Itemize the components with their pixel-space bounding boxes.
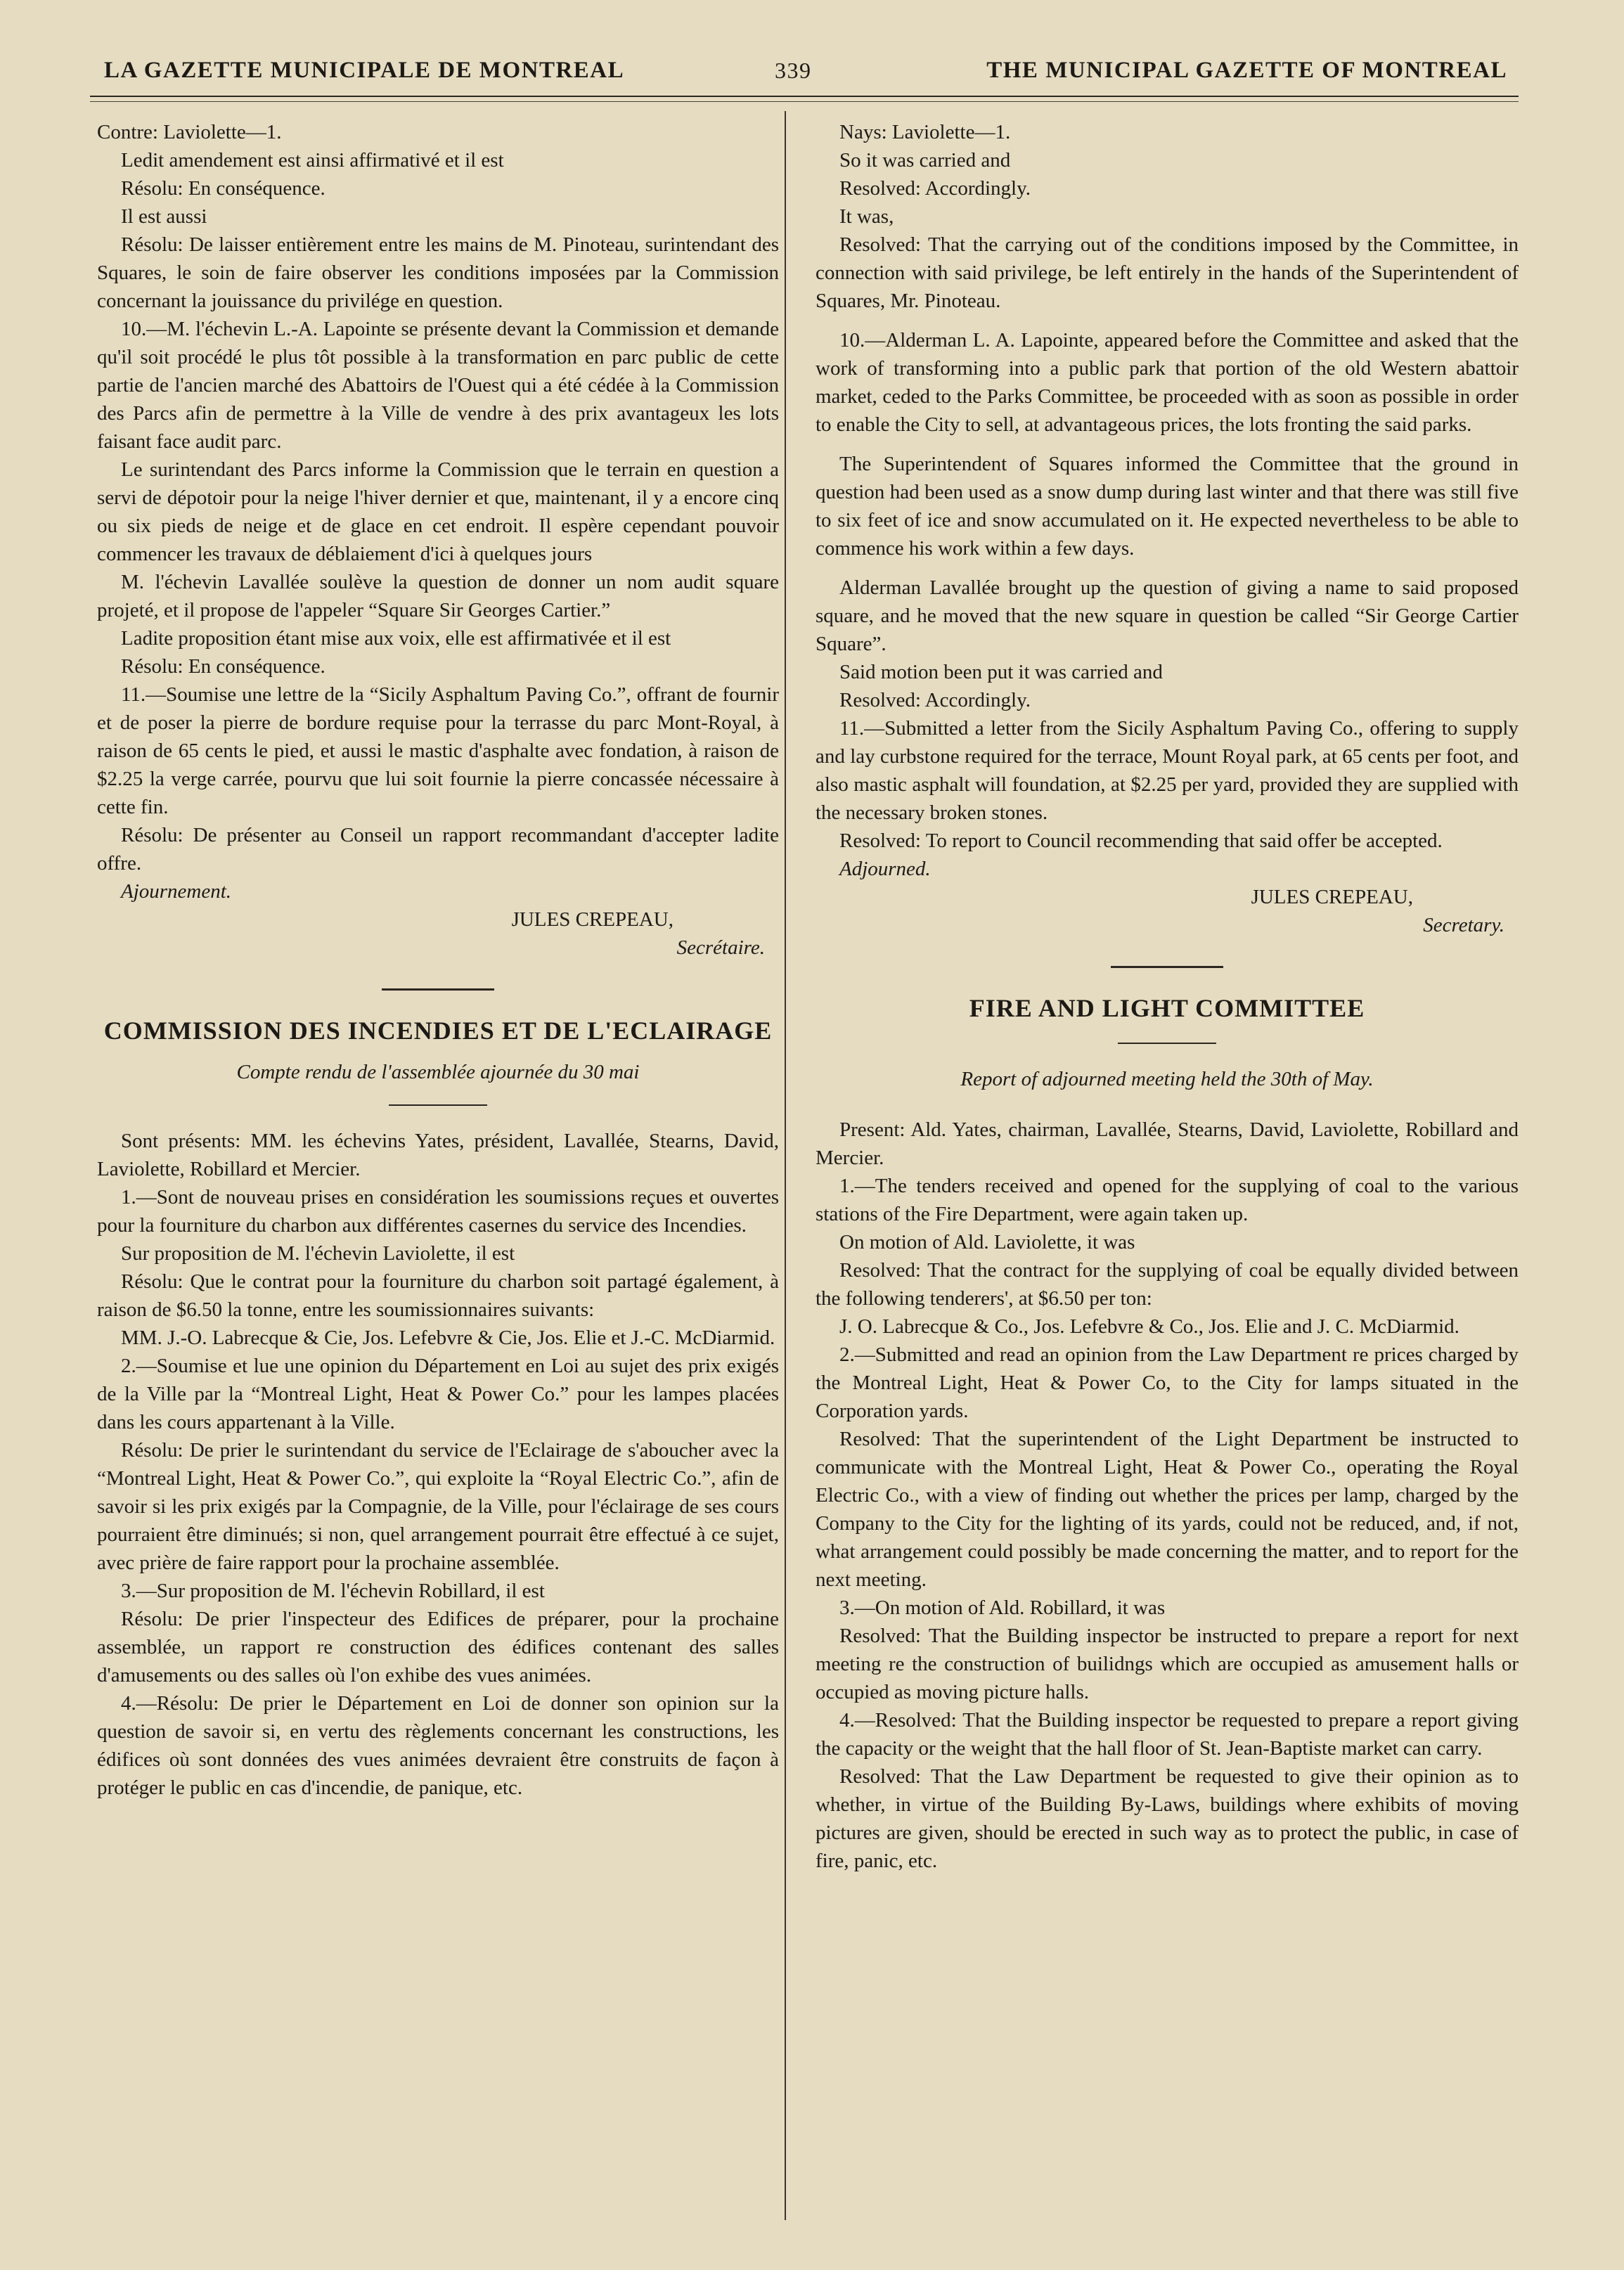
section-rule	[382, 988, 494, 991]
paragraph: 2.—Soumise et lue une opinion du Département en Loi au sujet des prix exigés de la Ville par la “Montreal Light, Heat & Power Co.” pour les lampes placées dans les cours appartenant à la Ville.	[97, 1355, 779, 1433]
subtitle-rule	[389, 1104, 487, 1106]
paragraph: Alderman Lavallée brought up the question of giving a name to said proposed square, and he moved that the new square in question be called “Sir George Cartier Square”.	[816, 576, 1519, 655]
signature-role: Secretary.	[1423, 914, 1504, 936]
paragraph: M. l'échevin Lavallée soulève la question de donner un nom audit square projeté, et il propose de l'appeler “Square Sir Georges Cartier.”	[97, 571, 779, 621]
header-rule-thin	[90, 101, 1519, 102]
paragraph: On motion of Ald. Laviolette, it was	[839, 1231, 1135, 1253]
paragraph: Resolved: That the Building inspector be instructed to prepare a report for next meeting re the construction of builidngs which are occupied as amusement halls or occupied as moving picture halls.	[816, 1625, 1519, 1703]
section-subtitle: Report of adjourned meeting held the 30th of May.	[960, 1068, 1374, 1090]
french-column	[97, 118, 779, 1802]
paragraph: Sont présents: MM. les échevins Yates, président, Lavallée, Stearns, David, Laviolette, Robillard et Mercier.	[97, 1130, 779, 1180]
paragraph: 1.—Sont de nouveau prises en considération les soumissions reçues et ouvertes pour la fourniture du charbon aux différentes casernes du service des Incendies.	[97, 1186, 779, 1237]
english-column	[816, 118, 1519, 1875]
paragraph: Résolu: De présenter au Conseil un rapport recommandant d'accepter ladite offre.	[97, 824, 779, 875]
paragraph: Il est aussi	[121, 205, 207, 228]
header-english-title: THE MUNICIPAL GAZETTE OF MONTREAL	[986, 58, 1507, 83]
paragraph: Resolved: That the Law Department be requested to give their opinion as to whether, in virtue of the Building By-Laws, buildings where exhibits of moving pictures are given, should be erected in such way as to protect the public, in case of fire, panic, etc.	[816, 1765, 1519, 1872]
paragraph: It was,	[839, 205, 894, 228]
signature-role: Secrétaire.	[676, 936, 765, 959]
section-title: FIRE AND LIGHT COMMITTEE	[969, 994, 1365, 1022]
paragraph: 10.—M. l'échevin L.-A. Lapointe se présente devant la Commission et demande qu'il soit procédé le plus tôt possible à la transformation en parc public de cette partie de l'ancien marché des Abattoirs de l'Ouest qui a été cédée à la Commission des Parcs afin de permettre à la Ville de vendre à des prix avantageux les lots faisant face audit parc.	[97, 318, 779, 453]
paragraph: 4.—Résolu: De prier le Département en Loi de donner son opinion sur la question de savoir si, en vertu des règlements concernant les constructions, les édifices où sont données des vues animées devraient être construits de façon à protéger le public en cas d'incendie, de panique, etc.	[97, 1692, 779, 1799]
paragraph: Present: Ald. Yates, chairman, Lavallée, Stearns, David, Laviolette, Robillard and Mercier.	[816, 1118, 1519, 1169]
paragraph: Resolved: Accordingly.	[839, 689, 1031, 711]
paragraph: Résolu: De prier le surintendant du service de l'Eclairage de s'aboucher avec la “Montreal Light, Heat & Power Co.”, qui exploite la “Royal Electric Co.”, afin de savoir si les prix exigés par la Compagnie, de la Ville, pour l'éclairage de ses cours pourraient être diminués; si non, quel arrangement pourrait être effectué à ce sujet, avec prière de faire rapport pour la prochaine assemblée.	[97, 1439, 779, 1574]
section-rule	[1111, 966, 1223, 968]
header-rule	[90, 96, 1519, 97]
header-french-title: LA GAZETTE MUNICIPALE DE MONTREAL	[104, 58, 625, 83]
paragraph: Resolved: That the carrying out of the conditions imposed by the Committee, in connection with said privilege, be left entirely in the hands of the Superintendent of Squares, Mr. Pinoteau.	[816, 233, 1519, 312]
paragraph: Résolu: En conséquence.	[121, 655, 326, 678]
paragraph: Resolved: That the superintendent of the Light Department be instructed to communicate with the Montreal Light, Heat & Power Co., operating the Royal Electric Co., with a view of finding out whether the prices per lamp, charged by the Company to the City for the lighting of its yards, could not be reduced, and, if not, what arrangement could possibly be made concerning the matter, and to report for the next meeting.	[816, 1428, 1519, 1591]
paragraph: 2.—Submitted and read an opinion from the Law Department re prices charged by the Montreal Light, Heat & Power Co, to the City for lamps situated in the Corporation yards.	[816, 1343, 1519, 1422]
paragraph: 10.—Alderman L. A. Lapointe, appeared before the Committee and asked that the work of transforming into a public park that portion of the old Western abattoir market, ceded to the Parks Committee, be proceeded with as soon as possible in order to enable the City to sell, at advantageous prices, the lots fronting the said parks.	[816, 329, 1519, 436]
paragraph: J. O. Labrecque & Co., Jos. Lefebvre & Co., Jos. Elie and J. C. McDiarmid.	[839, 1315, 1459, 1338]
paragraph: 11.—Submitted a letter from the Sicily Asphaltum Paving Co., offering to supply and lay curbstone required for the terrace, Mount Royal park, at 65 cents per foot, and also mastic asphalt will foundation, at $2.25 per yard, provided they are supplied with the necessary broken stones.	[816, 717, 1519, 824]
paragraph: Resolved: Accordingly.	[839, 177, 1031, 200]
paragraph: Résolu: En conséquence.	[121, 177, 326, 200]
paragraph: Contre: Laviolette—1.	[97, 121, 282, 143]
paragraph: The Superintendent of Squares informed the Committee that the ground in question had been used as a snow dump during last winter and that there was still five to six feet of ice and snow accumulated on it. He expected nevertheless to be able to commence his work within a few days.	[816, 453, 1519, 560]
signature-name: JULES CREPEAU,	[1251, 886, 1413, 908]
signature-name: JULES CREPEAU,	[511, 908, 674, 931]
paragraph: Résolu: De prier l'inspecteur des Edifices de préparer, pour la prochaine assemblée, un rapport re construction des édifices contenant des salles d'amusements ou des salles où l'on exhibe des vues animées.	[97, 1608, 779, 1687]
adjournment: Ajournement.	[121, 880, 232, 903]
paragraph: 1.—The tenders received and opened for the supplying of coal to the various stations of the Fire Department, were again taken up.	[816, 1175, 1519, 1225]
paragraph: Résolu: Que le contrat pour la fourniture du charbon soit partagé également, à raison de $6.50 la tonne, entre les soumissionnaires suivants:	[97, 1270, 779, 1321]
column-divider	[785, 111, 786, 2220]
paragraph: Résolu: De laisser entièrement entre les mains de M. Pinoteau, surintendant des Squares, le soin de faire observer les conditions imposées par la Commission concernant la jouissance du privilége en question.	[97, 233, 779, 312]
paragraph: Said motion been put it was carried and	[839, 661, 1163, 683]
paragraph: 4.—Resolved: That the Building inspector be requested to prepare a report giving the capacity or the weight that the hall floor of St. Jean-Baptiste market can carry.	[816, 1709, 1519, 1760]
paragraph: 3.—On motion of Ald. Robillard, it was	[839, 1597, 1166, 1619]
paragraph: Resolved: That the contract for the supplying of coal be equally divided between the following tenderers', at $6.50 per ton:	[816, 1259, 1519, 1310]
title-rule	[1118, 1043, 1216, 1044]
paragraph: Sur proposition de M. l'échevin Laviolette, il est	[121, 1242, 515, 1265]
section-title: COMMISSION DES INCENDIES ET DE L'ECLAIRAGE	[103, 1017, 773, 1045]
adjournment: Adjourned.	[839, 858, 931, 880]
section-subtitle: Compte rendu de l'assemblée ajournée du 30 mai	[236, 1061, 640, 1083]
paragraph: So it was carried and	[839, 149, 1011, 172]
paragraph: Nays: Laviolette—1.	[839, 121, 1011, 143]
page-number: 339	[775, 58, 812, 83]
paragraph: Resolved: To report to Council recommending that said offer be accepted.	[839, 830, 1443, 852]
paragraph: MM. J.-O. Labrecque & Cie, Jos. Lefebvre & Cie, Jos. Elie et J.-C. McDiarmid.	[121, 1327, 775, 1349]
paragraph: 3.—Sur proposition de M. l'échevin Robillard, il est	[121, 1580, 545, 1602]
paragraph: Le surintendant des Parcs informe la Commission que le terrain en question a servi de dépotoir pour la neige l'hiver dernier et que, maintenant, il y a encore cinq ou six pieds de neige et de glace en cet endroit. Il espère cependant pouvoir commencer les travaux de déblaiement d'ici à quelques jours	[97, 458, 779, 565]
paragraph: 11.—Soumise une lettre de la “Sicily Asphaltum Paving Co.”, offrant de fournir et de poser la pierre de bordure requise pour la terrasse du parc Mont-Royal, à raison de 65 cents le pied, et aussi le mastic d'asphalte avec fondation, à raison de $2.25 la verge carrée, pourvu que lui soit fournie la pierre concassée nécessaire à cette fin.	[97, 683, 779, 818]
paragraph: Ledit amendement est ainsi affirmativé et il est	[121, 149, 504, 172]
paragraph: Ladite proposition étant mise aux voix, elle est affirmativée et il est	[121, 627, 671, 650]
